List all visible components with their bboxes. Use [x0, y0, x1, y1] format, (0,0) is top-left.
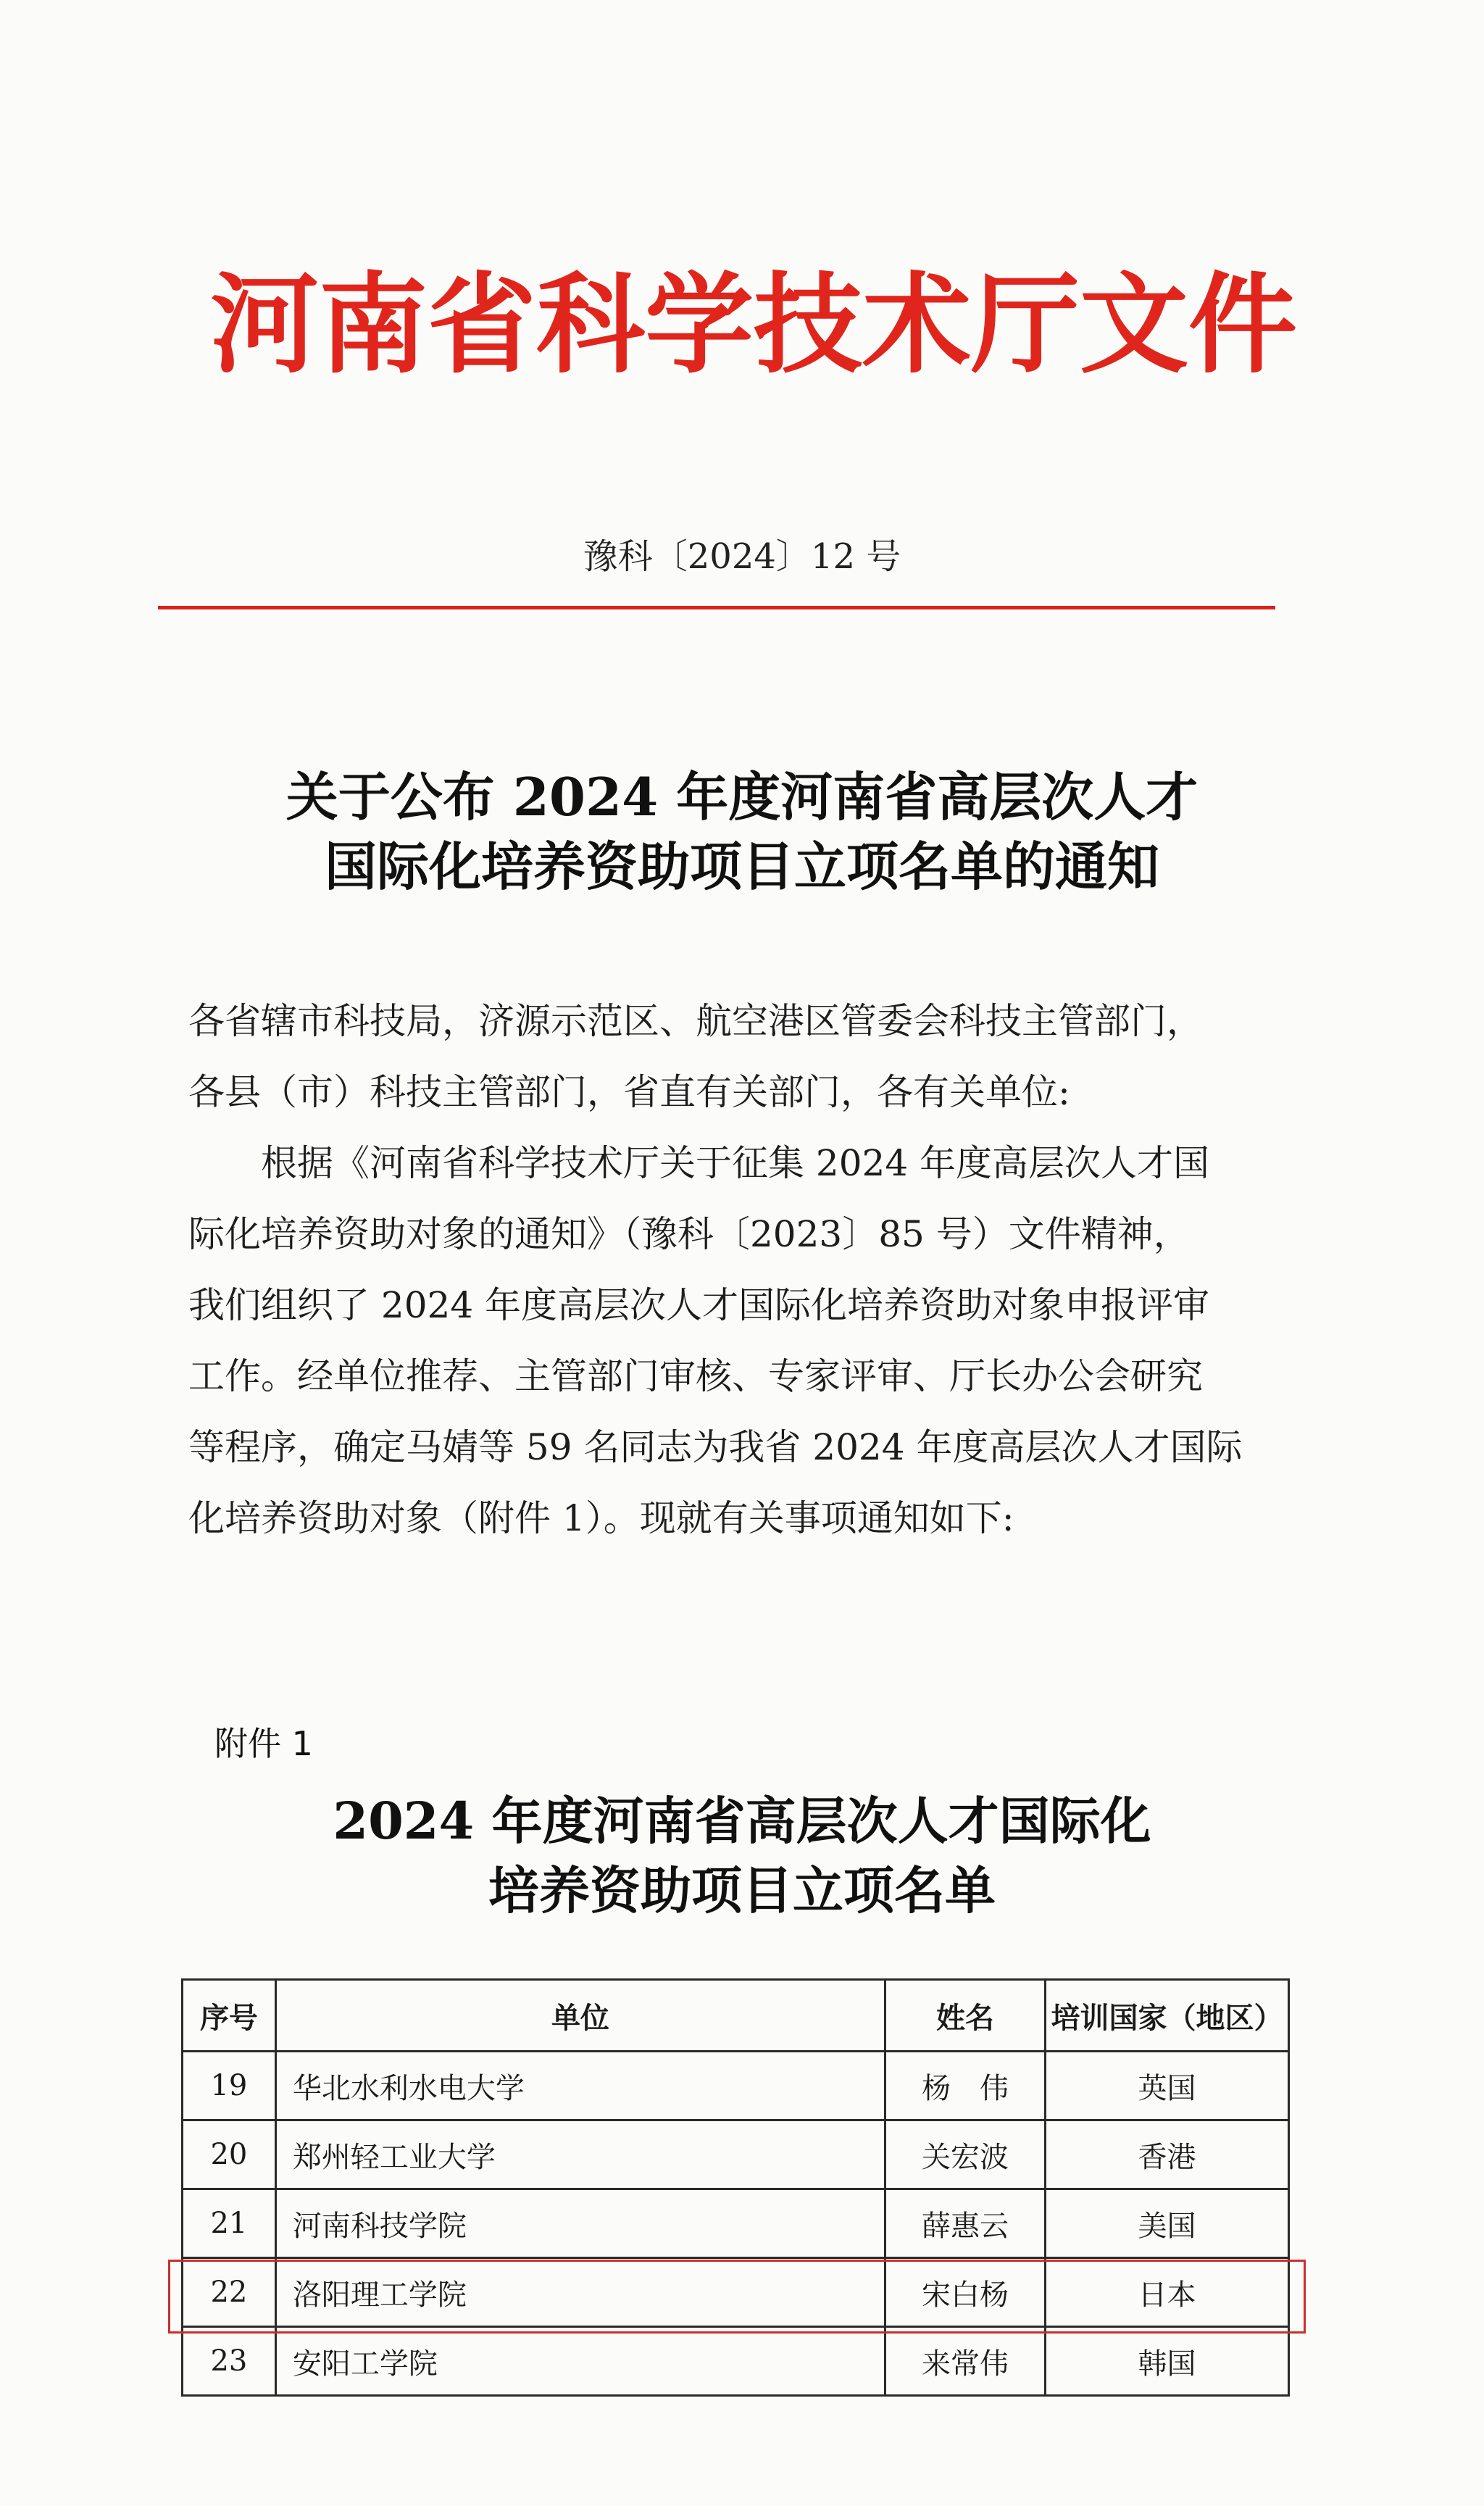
document-header-title: 河南省科学技术厅文件 [210, 261, 1298, 388]
notice-body [188, 986, 1290, 1554]
body-line-1: 根据《河南省科学技术厅关于征集 2024 年度高层次人才国 [261, 1142, 1210, 1184]
cell-unit: 安阳工学院 [275, 2327, 885, 2396]
list-title-line-1: 2024 年度河南省高层次人才国际化 [333, 1791, 1151, 1851]
addressee-line-1: 各省辖市科技局，济源示范区、航空港区管委会科技主管部门， [188, 1000, 1203, 1042]
table-header-row [183, 1980, 1289, 2052]
list-title-line-2: 培养资助项目立项名单 [488, 1860, 996, 1920]
funding-list-table [181, 1978, 1290, 2397]
cell-name: 薛惠云 [885, 2189, 1046, 2258]
cell-name: 宋白杨 [885, 2258, 1046, 2327]
cell-country: 香港 [1046, 2120, 1289, 2189]
table-row [183, 2189, 1289, 2258]
body-line-5: 等程序，确定马婧等 59 名同志为我省 2024 年度高层次人才国际 [188, 1426, 1243, 1468]
header-country: 培训国家（地区） [1046, 1980, 1289, 2052]
cell-serial: 20 [183, 2120, 276, 2189]
body-line-4: 工作。经单位推荐、主管部门审核、专家评审、厅长办公会研究 [188, 1355, 1203, 1397]
notice-title-line-1: 关于公布 2024 年度河南省高层次人才 [285, 766, 1199, 828]
header-name: 姓名 [885, 1980, 1046, 2052]
addressee-line-2: 各县（市）科技主管部门，省直有关部门，各有关单位: [188, 1071, 1070, 1113]
body-line-3: 我们组织了 2024 年度高层次人才国际化培养资助对象申报评审 [188, 1284, 1210, 1326]
body-line-2: 际化培养资助对象的通知》（豫科〔2023〕85 号）文件精神， [188, 1213, 1190, 1255]
table-row [183, 2052, 1289, 2120]
cell-unit: 洛阳理工学院 [275, 2258, 885, 2327]
notice-title-line-2: 国际化培养资助项目立项名单的通知 [324, 836, 1159, 897]
table-row [183, 2327, 1289, 2396]
cell-name: 关宏波 [885, 2120, 1046, 2189]
cell-name: 来常伟 [885, 2327, 1046, 2396]
cell-unit: 郑州轻工业大学 [275, 2120, 885, 2189]
cell-serial: 23 [183, 2327, 276, 2396]
body-line-6: 化培养资助对象（附件 1）。现就有关事项通知如下: [188, 1497, 1014, 1539]
cell-serial: 22 [183, 2258, 276, 2327]
cell-serial: 21 [183, 2189, 276, 2258]
cell-name: 杨 伟 [885, 2052, 1046, 2120]
header-serial: 序号 [183, 1980, 276, 2052]
cell-country: 英国 [1046, 2052, 1289, 2120]
document-number: 豫科〔2024〕12 号 [583, 536, 901, 577]
cell-country: 日本 [1046, 2258, 1289, 2327]
attachment-label: 附件 1 [214, 1724, 313, 1763]
cell-country: 韩国 [1046, 2327, 1289, 2396]
table-row [183, 2120, 1289, 2189]
cell-unit: 华北水利水电大学 [275, 2052, 885, 2120]
red-divider-line [158, 606, 1275, 609]
cell-serial: 19 [183, 2052, 276, 2120]
header-unit: 单位 [275, 1980, 885, 2052]
cell-country: 美国 [1046, 2189, 1289, 2258]
cell-unit: 河南科技学院 [275, 2189, 885, 2258]
row-highlight-box [168, 2260, 1306, 2334]
